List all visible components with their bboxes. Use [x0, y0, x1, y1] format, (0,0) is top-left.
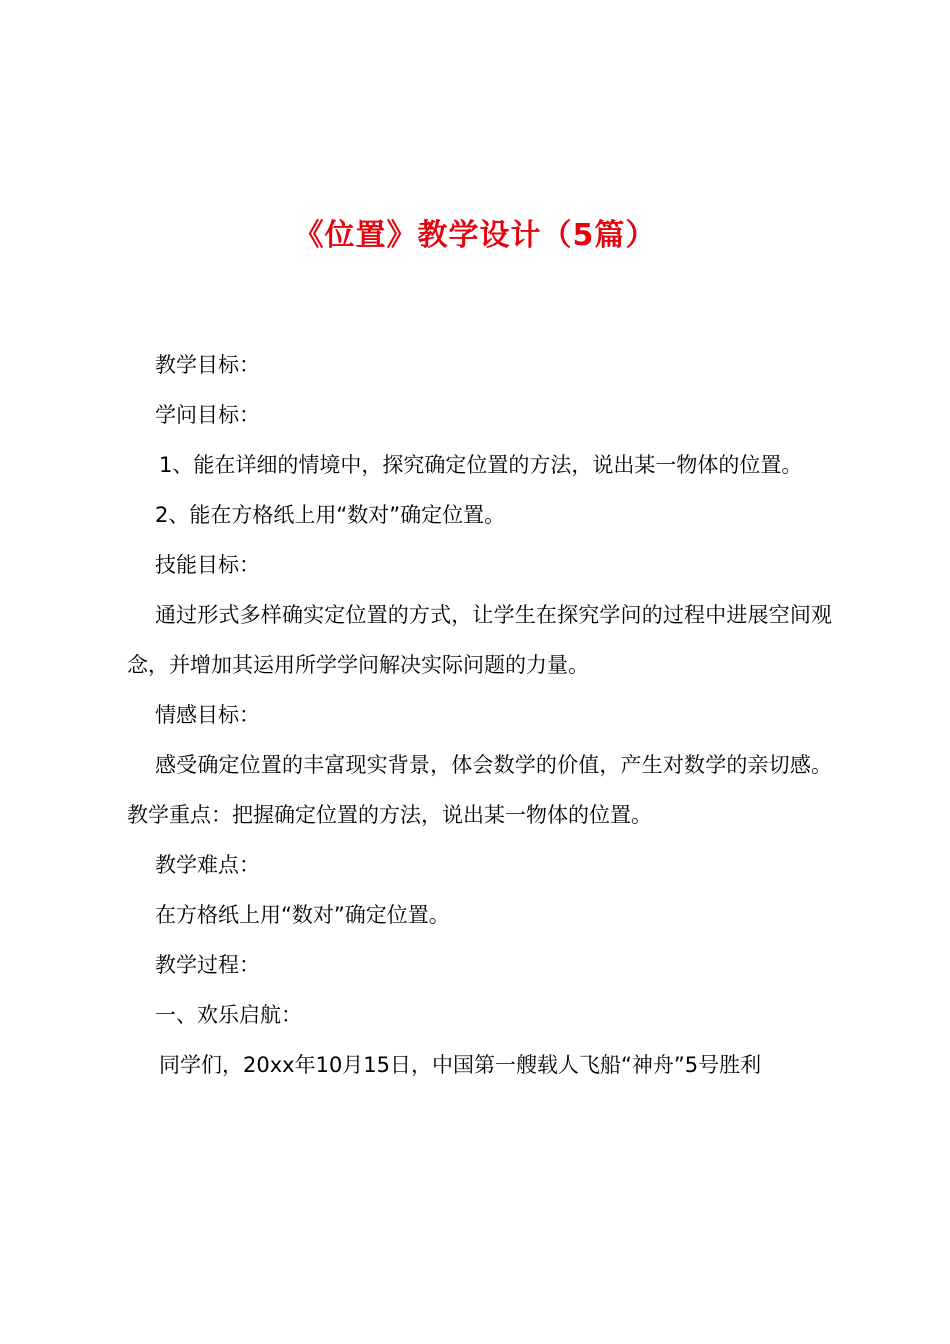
paragraph-skill-description: 通过形式多样确实定位置的方式，让学生在探究学问的过程中进展空间观念，并增加其运用所学学问解决实际问题的力量。: [127, 603, 832, 677]
paragraph-emotional-description: 感受确定位置的丰富现实背景，体会数学的价值，产生对数学的亲切感。教学重点：把握确定位置的方法，说出某一物体的位置。: [127, 753, 832, 827]
document-title: 《位置》教学设计（5篇）: [293, 218, 657, 253]
paragraph-goal-2: 2、能在方格纸上用“数对”确定位置。: [155, 503, 506, 527]
paragraph-teaching-process: 教学过程：: [155, 953, 260, 977]
paragraph-emotional-goals: 情感目标：: [155, 703, 260, 727]
paragraph-section-one: 一、欢乐启航：: [155, 1003, 302, 1027]
paragraph-teaching-goals: 教学目标：: [155, 353, 260, 377]
paragraph-teaching-difficulty: 教学难点：: [155, 853, 260, 877]
paragraph-knowledge-goals: 学问目标：: [155, 403, 260, 427]
paragraph-intro-text: 同学们，20xx年10月15日，中国第一艘载人飞船“神舟”5号胜利: [159, 1053, 762, 1077]
paragraph-goal-1: 1、能在详细的情境中，探究确定位置的方法，说出某一物体的位置。: [159, 453, 803, 477]
paragraph-difficulty-description: 在方格纸上用“数对”确定位置。: [155, 903, 450, 927]
paragraph-skill-goals: 技能目标：: [155, 553, 260, 577]
document-body: [127, 340, 832, 1090]
